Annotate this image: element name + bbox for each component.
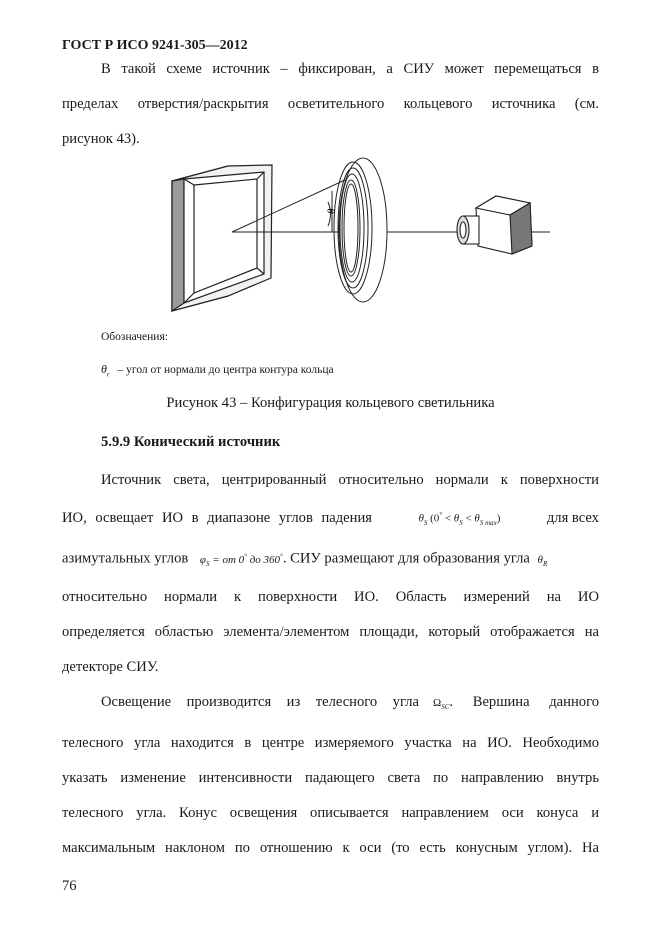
camera-shape	[457, 196, 532, 254]
para1-line-3-mid: . СИУ размещают для образования угла	[282, 550, 530, 567]
para1-line-2-text: ИО, освещает ИО в диапазоне углов падения	[62, 509, 372, 526]
para2-line-1-tail: . Вершина данного	[449, 694, 599, 710]
para1-line-4: относительно нормали к поверхности ИО. Область измерений на ИО	[62, 589, 599, 605]
para2-line-3: указать изменение интенсивности падающего света по направлению внутрь	[62, 770, 599, 786]
ring-light	[334, 158, 387, 302]
document-header: ГОСТ Р ИСО 9241-305—2012	[62, 38, 248, 53]
para2-line-5: максимальным наклоном по отношению к оси (то есть конусным углом). На	[62, 840, 599, 856]
para1-line-3	[62, 548, 547, 573]
screen-shape	[172, 165, 272, 311]
figure-caption: Рисунок 43 – Конфигурация кольцевого светильника	[166, 395, 495, 411]
para1-line-2-tail: для всех	[546, 509, 599, 526]
intro-line-2: пределах отверстия/раскрытия осветительного кольцевого источника (см.	[62, 96, 599, 112]
page-number: 76	[62, 878, 77, 894]
legend-item	[101, 362, 334, 378]
para2-line-1-text: Освещение производится из телесного угла	[101, 694, 419, 710]
para1-line-2	[62, 507, 599, 532]
para1-line-1: Источник света, центрированный относительно нормали к поверхности	[101, 472, 599, 488]
legend-symbol: θ	[101, 362, 107, 376]
para2-line-2: телесного угла находится в центре измеряемого участка на ИО. Необходимо	[62, 735, 599, 751]
ring-light-diagram	[160, 148, 550, 323]
para2-line-4: телесного угла. Конус освещения описывается направлением оси конуса и	[62, 805, 599, 821]
section-heading: 5.9.9 Конический источник	[101, 434, 281, 450]
measure-angle-symbol: $\theta_R$	[537, 553, 548, 568]
azimuth-formula: $\varphi_S$ = от 0° до 360°	[199, 552, 283, 568]
intro-line-1: В такой схеме источник – фиксирован, а СИУ может перемещаться в	[101, 61, 599, 77]
para1-line-3-text: азимутальных углов	[62, 550, 189, 567]
incidence-angle-formula: $\theta_S$ $(0^\circ < \theta_S < \theta_{S max})$	[418, 511, 501, 527]
legend-title: Обозначения:	[101, 331, 168, 343]
para2-line-1	[101, 694, 599, 716]
legend-symbol-sub: r	[106, 370, 110, 379]
intro-line-3: рисунок 43).	[62, 131, 140, 147]
legend-text: – угол от нормали до центра контура кольца	[117, 364, 334, 376]
para1-line-5: определяется областью элемента/элементом площади, который отображается на	[62, 624, 599, 640]
para1-line-6: детекторе СИУ.	[62, 659, 159, 675]
angle-label: θ	[326, 208, 338, 214]
solid-angle-symbol: $\Omega_{SC}$	[433, 697, 450, 712]
